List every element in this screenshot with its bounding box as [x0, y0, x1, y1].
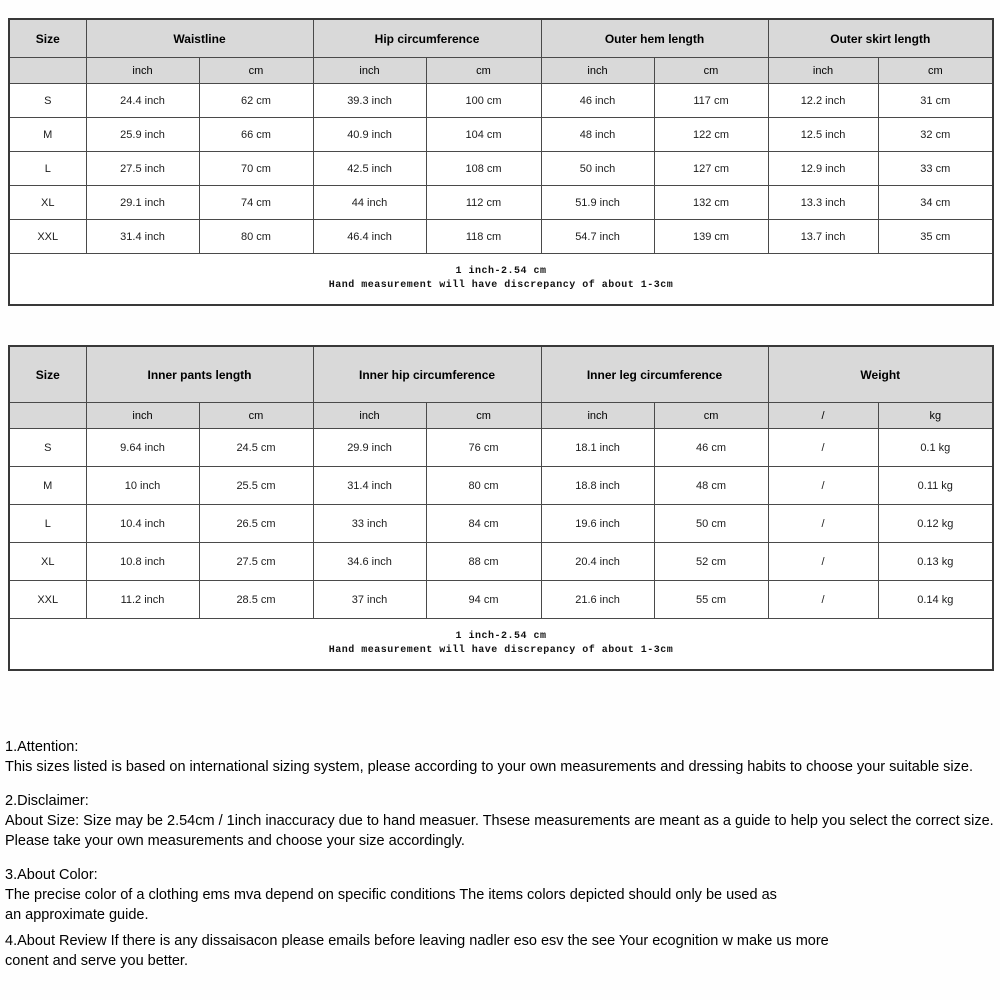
value-cell: 12.2 inch [768, 84, 878, 118]
value-cell: 12.5 inch [768, 118, 878, 152]
value-cell: 50 cm [654, 505, 768, 543]
unit-header: cm [878, 58, 993, 84]
value-cell: 88 cm [426, 543, 541, 581]
value-cell: 19.6 inch [541, 505, 654, 543]
value-cell: / [768, 467, 878, 505]
unit-header: inch [768, 58, 878, 84]
unit-header: inch [313, 403, 426, 429]
size-cell: S [9, 429, 86, 467]
table-row-size-s [9, 84, 993, 118]
size-cell: XL [9, 543, 86, 581]
unit-header: inch [313, 58, 426, 84]
group-header-weight: Weight [768, 346, 993, 403]
empty-header-cell [9, 58, 86, 84]
table-row-size-xl [9, 543, 993, 581]
value-cell: 18.1 inch [541, 429, 654, 467]
paragraph-title: 2.Disclaimer: [5, 793, 89, 809]
group-header-waistline: Waistline [86, 19, 313, 58]
value-cell: 100 cm [426, 84, 541, 118]
value-cell: 132 cm [654, 186, 768, 220]
table-row-size-l [9, 152, 993, 186]
value-cell: 24.4 inch [86, 84, 199, 118]
value-cell: 9.64 inch [86, 429, 199, 467]
unit-header: cm [199, 58, 313, 84]
value-cell: 70 cm [199, 152, 313, 186]
value-cell: 12.9 inch [768, 152, 878, 186]
value-cell: / [768, 429, 878, 467]
size-cell: S [9, 84, 86, 118]
value-cell: 50 inch [541, 152, 654, 186]
value-cell: 10 inch [86, 467, 199, 505]
value-cell: 25.9 inch [86, 118, 199, 152]
unit-header: cm [199, 403, 313, 429]
table-row [9, 346, 993, 403]
table-row-size-xxl [9, 581, 993, 619]
value-cell: 10.8 inch [86, 543, 199, 581]
value-cell: 10.4 inch [86, 505, 199, 543]
value-cell: 117 cm [654, 84, 768, 118]
value-cell: 48 cm [654, 467, 768, 505]
value-cell: 0.12 kg [878, 505, 993, 543]
value-cell: 21.6 inch [541, 581, 654, 619]
value-cell: 112 cm [426, 186, 541, 220]
value-cell: 46 cm [654, 429, 768, 467]
value-cell: 33 cm [878, 152, 993, 186]
size-cell: XXL [9, 220, 86, 254]
value-cell: 74 cm [199, 186, 313, 220]
table-row [9, 19, 993, 58]
value-cell: 44 inch [313, 186, 426, 220]
value-cell: 55 cm [654, 581, 768, 619]
group-header-hip-circumference: Hip circumference [313, 19, 541, 58]
unit-header: cm [654, 403, 768, 429]
empty-header-cell [9, 403, 86, 429]
value-cell: 33 inch [313, 505, 426, 543]
table-row [9, 619, 993, 671]
value-cell: 104 cm [426, 118, 541, 152]
unit-header: kg [878, 403, 993, 429]
value-cell: 42.5 inch [313, 152, 426, 186]
size-cell: XXL [9, 581, 86, 619]
size-column-header: Size [9, 19, 86, 58]
paragraph-line: The precise color of a clothing ems mva depend on specific conditions The items colors depicted should only be used as [5, 887, 777, 903]
conversion-note: 1 inch-2.54 cm [455, 266, 547, 277]
value-cell: / [768, 543, 878, 581]
table-note-cell [9, 254, 993, 306]
paragraph-line: an approximate guide. [5, 907, 149, 923]
value-cell: 40.9 inch [313, 118, 426, 152]
value-cell: 51.9 inch [541, 186, 654, 220]
value-cell: 29.1 inch [86, 186, 199, 220]
value-cell: 46 inch [541, 84, 654, 118]
table-row [9, 403, 993, 429]
table-note-cell [9, 619, 993, 671]
value-cell: 0.11 kg [878, 467, 993, 505]
attention-paragraph [5, 737, 1000, 777]
value-cell: / [768, 505, 878, 543]
paragraph-line: This sizes listed is based on international sizing system, please according to your own measurements and dressing habits to choose your suitable size. [5, 759, 973, 775]
value-cell: 31.4 inch [313, 467, 426, 505]
value-cell: 20.4 inch [541, 543, 654, 581]
value-cell: 94 cm [426, 581, 541, 619]
value-cell: 11.2 inch [86, 581, 199, 619]
table-row-size-l [9, 505, 993, 543]
size-cell: L [9, 505, 86, 543]
value-cell: 37 inch [313, 581, 426, 619]
paragraph-line: conent and serve you better. [5, 953, 188, 969]
value-cell: 28.5 cm [199, 581, 313, 619]
value-cell: 0.1 kg [878, 429, 993, 467]
conversion-note: 1 inch-2.54 cm [455, 631, 547, 642]
value-cell: 39.3 inch [313, 84, 426, 118]
value-cell: 0.14 kg [878, 581, 993, 619]
value-cell: 118 cm [426, 220, 541, 254]
paragraph-line: 4.About Review If there is any dissaisacon please emails before leaving nadler eso esv the see Your ecognition w make us more [5, 933, 829, 949]
group-header-inner-leg-circumference: Inner leg circumference [541, 346, 768, 403]
unit-header: / [768, 403, 878, 429]
value-cell: 127 cm [654, 152, 768, 186]
table-row-size-s [9, 429, 993, 467]
value-cell: / [768, 581, 878, 619]
value-cell: 13.3 inch [768, 186, 878, 220]
table-row-size-xl [9, 186, 993, 220]
table-row [9, 254, 993, 306]
discrepancy-note: Hand measurement will have discrepancy of about 1-3cm [328, 645, 674, 656]
value-cell: 108 cm [426, 152, 541, 186]
value-cell: 31 cm [878, 84, 993, 118]
paragraph-title: 1.Attention: [5, 739, 79, 755]
table-row [9, 58, 993, 84]
discrepancy-note: Hand measurement will have discrepancy of about 1-3cm [328, 280, 674, 291]
value-cell: 34 cm [878, 186, 993, 220]
value-cell: 26.5 cm [199, 505, 313, 543]
value-cell: 122 cm [654, 118, 768, 152]
size-cell: XL [9, 186, 86, 220]
group-header-inner-hip-circumference: Inner hip circumference [313, 346, 541, 403]
unit-header: inch [541, 58, 654, 84]
value-cell: 34.6 inch [313, 543, 426, 581]
value-cell: 35 cm [878, 220, 993, 254]
value-cell: 24.5 cm [199, 429, 313, 467]
value-cell: 32 cm [878, 118, 993, 152]
unit-header: inch [541, 403, 654, 429]
disclaimer-section [5, 737, 1000, 985]
paragraph-line: About Size: Size may be 2.54cm / 1inch inaccuracy due to hand measuer. Thsese measurements are meant as a guide to help you select the correct size. [5, 813, 994, 829]
value-cell: 27.5 inch [86, 152, 199, 186]
size-cell: M [9, 467, 86, 505]
value-cell: 27.5 cm [199, 543, 313, 581]
value-cell: 66 cm [199, 118, 313, 152]
unit-header: inch [86, 58, 199, 84]
unit-header: inch [86, 403, 199, 429]
value-cell: 25.5 cm [199, 467, 313, 505]
value-cell: 76 cm [426, 429, 541, 467]
value-cell: 84 cm [426, 505, 541, 543]
disclaimer-paragraph [5, 791, 1000, 851]
size-column-header: Size [9, 346, 86, 403]
about-review-paragraph [5, 931, 1000, 971]
value-cell: 80 cm [426, 467, 541, 505]
size-cell: L [9, 152, 86, 186]
outer-size-table [8, 18, 994, 306]
unit-header: cm [426, 403, 541, 429]
value-cell: 29.9 inch [313, 429, 426, 467]
table-row-size-m [9, 118, 993, 152]
size-cell: M [9, 118, 86, 152]
value-cell: 54.7 inch [541, 220, 654, 254]
value-cell: 62 cm [199, 84, 313, 118]
value-cell: 18.8 inch [541, 467, 654, 505]
table-row-size-m [9, 467, 993, 505]
value-cell: 0.13 kg [878, 543, 993, 581]
value-cell: 46.4 inch [313, 220, 426, 254]
table-row-size-xxl [9, 220, 993, 254]
value-cell: 48 inch [541, 118, 654, 152]
group-header-outer-hem-length: Outer hem length [541, 19, 768, 58]
value-cell: 80 cm [199, 220, 313, 254]
value-cell: 139 cm [654, 220, 768, 254]
value-cell: 52 cm [654, 543, 768, 581]
unit-header: cm [426, 58, 541, 84]
inner-size-table [8, 345, 994, 671]
group-header-outer-skirt-length: Outer skirt length [768, 19, 993, 58]
paragraph-title: 3.About Color: [5, 867, 98, 883]
about-color-paragraph [5, 865, 1000, 925]
value-cell: 13.7 inch [768, 220, 878, 254]
value-cell: 31.4 inch [86, 220, 199, 254]
unit-header: cm [654, 58, 768, 84]
group-header-inner-pants-length: Inner pants length [86, 346, 313, 403]
paragraph-line: Please take your own measurements and choose your size accordingly. [5, 833, 465, 849]
